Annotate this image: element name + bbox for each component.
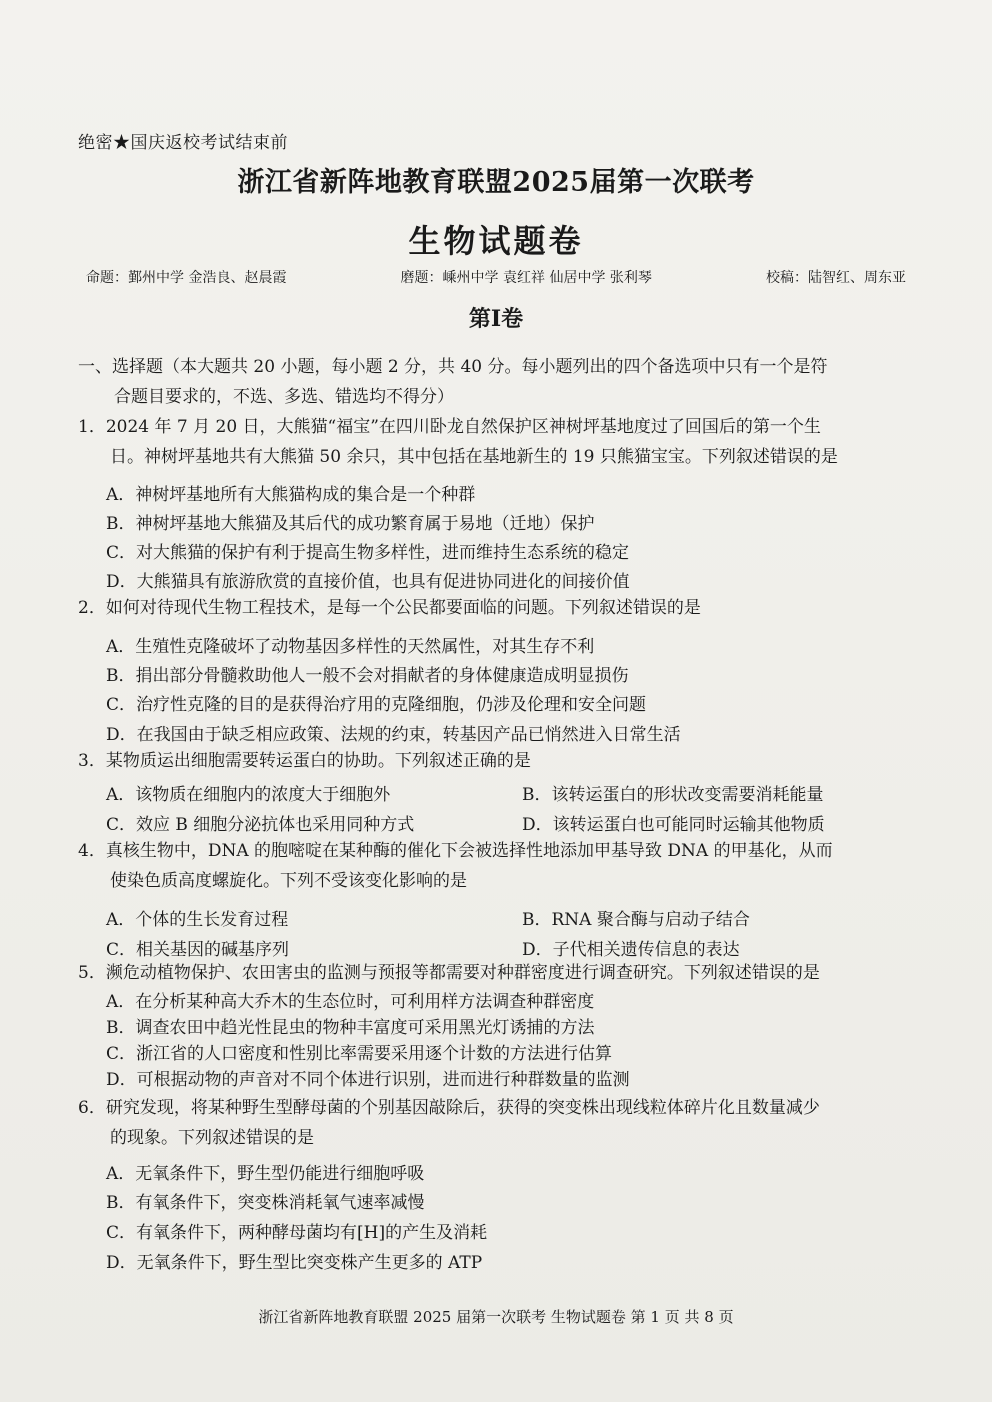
question-5 [78, 958, 924, 988]
reviewer-credit: 磨题：嵊州中学 袁红祥 仙居中学 张利琴 [400, 270, 652, 286]
option-b: B．调查农田中趋光性昆虫的物种丰富度可采用黑光灯诱捕的方法 [106, 1018, 595, 1038]
option-c: C．有氧条件下，两种酵母菌均有[H]的产生及消耗 [106, 1223, 488, 1243]
credits-line [86, 267, 906, 287]
section-line-2: 合题目要求的，不选、多选、错选均不得分） [114, 387, 454, 407]
option-a: A．神树坪基地所有大熊猫构成的集合是一个种群 [106, 485, 476, 505]
question-stem-cont: 使染色质高度螺旋化。下列不受该变化影响的是 [110, 871, 467, 891]
option-d: D．子代相关遗传信息的表达 [522, 940, 740, 960]
subject-title: 生物试题卷 [408, 222, 584, 260]
option-c: C．相关基因的碱基序列 [106, 940, 290, 960]
option-a: A．无氧条件下，野生型仍能进行细胞呼吸 [106, 1164, 425, 1184]
question-stem: 3．某物质运出细胞需要转运蛋白的协助。下列叙述正确的是 [78, 751, 531, 771]
question-stem: 2．如何对待现代生物工程技术，是每一个公民都要面临的问题。下列叙述错误的是 [78, 598, 701, 618]
option-d: D．可根据动物的声音对不同个体进行识别，进而进行种群数量的监测 [106, 1070, 630, 1090]
question-2 [78, 593, 924, 623]
option-c: C．治疗性克隆的目的是获得治疗用的克隆细胞，仍涉及伦理和安全问题 [106, 695, 647, 715]
question-6 [78, 1093, 924, 1153]
option-b: B．捐出部分骨髓救助他人一般不会对捐献者的身体健康造成明显损伤 [106, 666, 629, 686]
section-instructions [78, 352, 924, 412]
option-c: C．浙江省的人口密度和性别比率需要采用逐个计数的方法进行估算 [106, 1044, 613, 1064]
question-stem-cont: 日。神树坪基地共有大熊猫 50 余只，其中包括在基地新生的 19 只熊猫宝宝。下列叙述错误的是 [110, 447, 838, 467]
option-c: C．对大熊猫的保护有利于提高生物多样性，进而维持生态系统的稳定 [106, 543, 630, 563]
option-c: C．效应 B 细胞分泌抗体也采用同种方式 [106, 815, 415, 835]
option-a: A．在分析某种高大乔木的生态位时，可利用样方法调查种群密度 [106, 992, 595, 1012]
proofreader-credit: 校稿：陆智红、周东亚 [766, 270, 906, 286]
section-line-1: 一、选择题（本大题共 20 小题，每小题 2 分，共 40 分。每小题列出的四个备选项中只有一个是符 [78, 357, 828, 377]
page-footer: 浙江省新阵地教育联盟 2025 届第一次联考 生物试题卷 第 1 页 共 8 页 [258, 1308, 734, 1326]
option-b: B．神树坪基地大熊猫及其后代的成功繁育属于易地（迁地）保护 [106, 514, 595, 534]
author-credit: 命题：鄞州中学 金浩良、赵晨霞 [86, 270, 287, 286]
question-stem: 1．2024 年 7 月 20 日，大熊猫“福宝”在四川卧龙自然保护区神树坪基地度过了回国后的第一个生 [78, 417, 821, 437]
question-stem: 4．真核生物中，DNA 的胞嘧啶在某种酶的催化下会被选择性地添加甲基导致 DNA 的甲基化，从而 [78, 841, 833, 861]
confidential-label: 绝密★国庆返校考试结束前 [78, 133, 288, 153]
option-a: A．生殖性克隆破坏了动物基因多样性的天然属性，对其生存不利 [106, 637, 595, 657]
option-d: D．在我国由于缺乏相应政策、法规的约束，转基因产品已悄然进入日常生活 [106, 725, 681, 745]
option-b: B．该转运蛋白的形状改变需要消耗能量 [522, 785, 824, 805]
option-a: A．该物质在细胞内的浓度大于细胞外 [106, 785, 391, 805]
exam-title: 浙江省新阵地教育联盟2025届第一次联考 [237, 167, 755, 198]
option-d: D．无氧条件下，野生型比突变株产生更多的 ATP [106, 1253, 483, 1273]
question-1 [78, 412, 924, 472]
question-stem: 5．濒危动植物保护、农田害虫的监测与预报等都需要对种群密度进行调查研究。下列叙述错误的是 [78, 963, 820, 983]
option-d: D．该转运蛋白也可能同时运输其他物质 [522, 815, 825, 835]
question-4 [78, 836, 924, 896]
volume-heading: 第Ⅰ卷 [468, 306, 524, 332]
question-stem-cont: 的现象。下列叙述错误的是 [110, 1128, 314, 1148]
question-stem: 6．研究发现，将某种野生型酵母菌的个别基因敲除后，获得的突变株出现线粒体碎片化且数量减少 [78, 1098, 820, 1118]
option-b: B．有氧条件下，突变株消耗氧气速率减慢 [106, 1193, 425, 1213]
option-d: D．大熊猫具有旅游欣赏的直接价值，也具有促进协同进化的间接价值 [106, 572, 630, 592]
option-a: A．个体的生长发育过程 [106, 910, 289, 930]
option-b: B．RNA 聚合酶与启动子结合 [522, 910, 750, 930]
question-3 [78, 746, 924, 776]
